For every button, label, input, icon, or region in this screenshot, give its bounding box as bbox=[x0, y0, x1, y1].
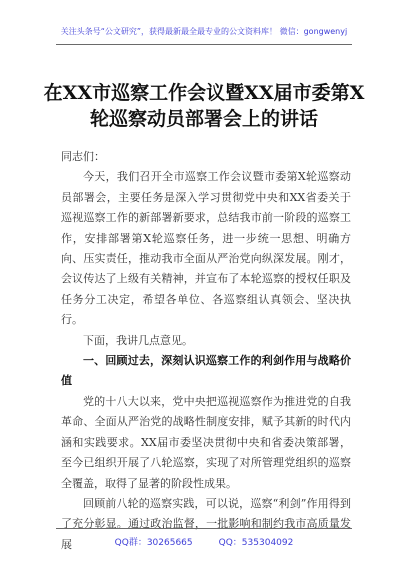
document-title bbox=[0, 80, 408, 132]
title-line-2: 轮巡察动员部署会上的讲话 bbox=[89, 108, 318, 130]
section-heading: 一、回顾过去，深刻认识巡察工作的利剑作用与战略价值 bbox=[61, 354, 351, 388]
title-line-1: 在XX市巡察工作会议暨XX届市委第X bbox=[43, 82, 365, 104]
salutation: 同志们： bbox=[61, 150, 105, 163]
header-divider bbox=[56, 44, 352, 45]
paragraph: 回顾前八轮的巡察实践，可以说，巡察“利剑”作用得到了充分彰显。通过政治监督，一批影响和制约我市高质量发展 bbox=[61, 496, 351, 551]
header-banner: 关注头条号“公文研究”，获得最新最全最专业的公文资料库！ 微信：gongwenyj bbox=[60, 27, 348, 36]
footer-divider bbox=[56, 528, 352, 529]
footer-qq-group: QQ群：30265665 bbox=[114, 538, 193, 548]
footer-contact bbox=[0, 535, 408, 548]
paragraph: 党的十八大以来，党中央把巡视巡察作为推进党的自我革命、全面从严治党的战略性制度安排，赋予其新的时代内涵和实践要求。XX届市委坚决贯彻中央和省委决策部署，至今已组织开展了八轮巡察，实现了对所管理党组织的巡察全覆盖，取得了显著的阶段性成果。 bbox=[61, 394, 351, 490]
document-body bbox=[61, 147, 351, 555]
paragraph: 下面，我讲几点意见。 bbox=[83, 333, 193, 347]
footer-qq: QQ：535304092 bbox=[218, 538, 294, 548]
paragraph: 今天，我们召开全市巡察工作会议暨市委第X轮巡察动员部署会，主要任务是深入学习贯彻党中央和XX省委关于巡视巡察工作的新部署新要求，总结我市前一阶段的巡察工作，安排部署第X轮巡察任务，进一步统一思想、明确方向、压实责任，推动我市全面从严治党向纵深发展。刚才，会议传达了上级有关精神，并宣布了本轮巡察的授权任职及任务分工决定，希望各单位、各巡察组认真领会、坚决执行。 bbox=[61, 170, 351, 327]
